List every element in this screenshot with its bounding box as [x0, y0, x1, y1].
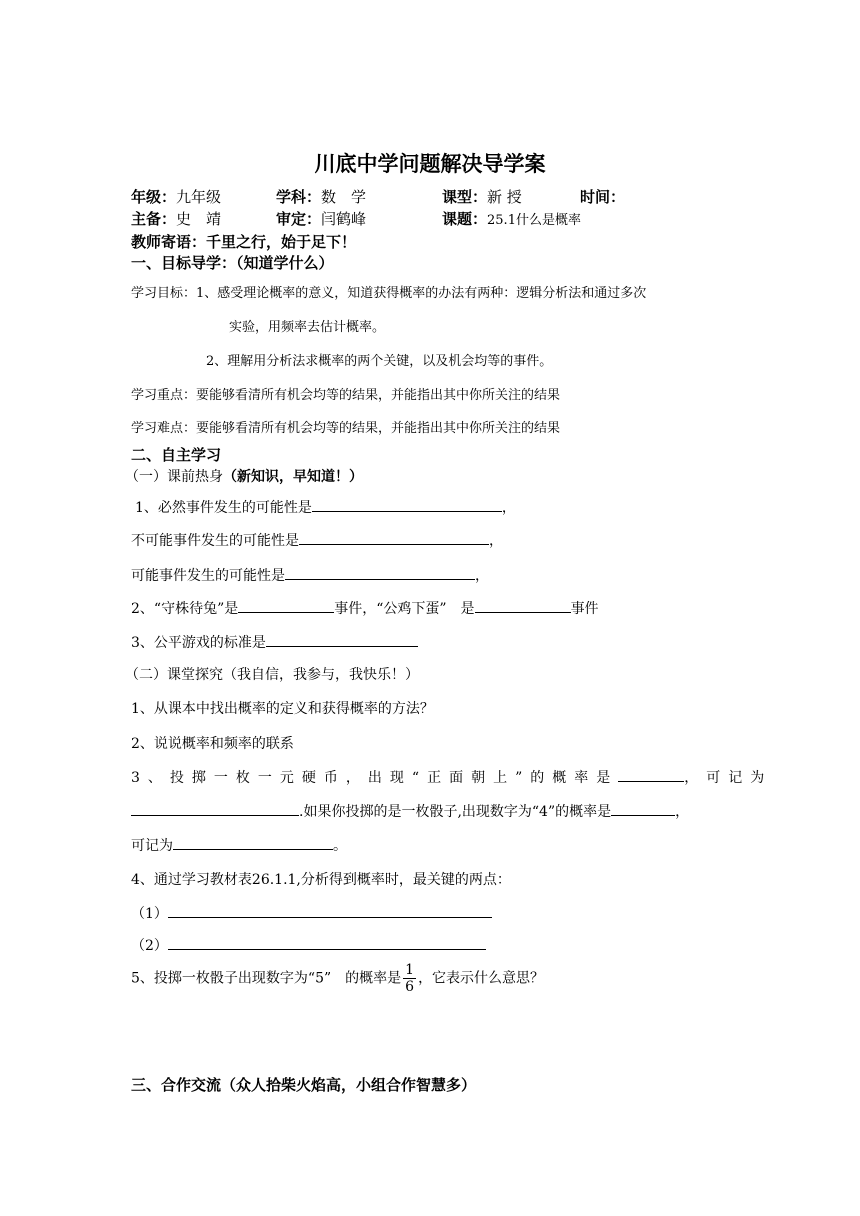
question-text: 2、“守株待兔”是: [131, 601, 239, 617]
explore-1: 1、从课本中找出概率的定义和获得概率的方法？: [131, 701, 434, 717]
answer-blank[interactable]: [312, 497, 502, 512]
question-text: ，它表示什么意思？: [418, 970, 545, 987]
answer-blank[interactable]: [173, 835, 333, 850]
question-text: 3、投掷一枚一元硬币，出现“正面朝上”的概率是: [131, 770, 619, 786]
explore-4: 4、通过学习教材表26.1.1,分析得到概率时，最关键的两点：: [131, 872, 511, 888]
warmup-subtitle: （新知识，早知道！）: [223, 469, 363, 485]
author-field: [131, 208, 221, 229]
punctuation: ，: [489, 533, 503, 549]
question-text: 可能事件发生的可能性是: [131, 568, 285, 584]
answer-blank[interactable]: [285, 565, 475, 580]
answer-blank[interactable]: [168, 935, 486, 950]
grade-field: [131, 186, 221, 207]
grade-value: 九年级: [176, 188, 222, 206]
subsection-warmup: [125, 466, 363, 486]
item-number: （1）: [131, 906, 168, 922]
question-text: 事件: [570, 601, 599, 617]
question-1-3: [131, 565, 489, 585]
subject-label: 学科：: [276, 188, 322, 206]
question-1-1: [135, 497, 516, 517]
answer-blank[interactable]: [618, 767, 684, 782]
question-2: [131, 598, 599, 618]
explore-4-item-1: [131, 903, 492, 923]
punctuation: ，: [675, 804, 690, 820]
warmup-title: （一）课前热身: [125, 469, 223, 485]
reviewer-label: 审定：: [276, 210, 322, 228]
question-text: 不可能事件发生的可能性是: [131, 533, 299, 549]
answer-blank[interactable]: [238, 598, 334, 613]
section-2-heading: 二、自主学习: [131, 446, 222, 464]
answer-blank[interactable]: [266, 632, 418, 647]
subject-field: [276, 186, 366, 207]
item-number: （2）: [131, 938, 168, 954]
page-title: 川底中学问题解决导学案: [314, 152, 546, 176]
fraction: [403, 962, 416, 995]
time-field: [580, 186, 625, 207]
subsection-explore: （二）课堂探究（我自信，我参与，我快乐！）: [125, 667, 419, 683]
topic-label: 课题：: [442, 210, 488, 228]
punctuation: ，: [501, 500, 516, 516]
explore-3-line-1: [131, 767, 772, 787]
question-text: 事件，“公鸡下蛋” 是: [334, 601, 475, 617]
grade-label: 年级：: [131, 188, 177, 206]
type-field: [442, 186, 522, 207]
key-point: 学习重点：要能够看清所有机会均等的结果，并能指出其中你所关注的结果: [131, 388, 561, 403]
explore-5: [131, 962, 544, 995]
punctuation: 。: [333, 838, 347, 854]
fraction-denominator: 6: [405, 979, 415, 995]
punctuation: ，: [475, 568, 489, 584]
subject-value: 数 学: [321, 188, 367, 206]
section-1-heading: 一、目标导学：（知道学什么）: [131, 254, 334, 272]
explore-3-line-2: [131, 801, 689, 821]
question-text: ，可记为: [684, 770, 773, 786]
explore-4-item-2: [131, 935, 486, 955]
section-3-heading: 三、合作交流（众人拾柴火焰高，小组合作智慧多）: [131, 1076, 477, 1094]
topic-value: 25.1什么是概率: [487, 213, 581, 228]
topic-field: [442, 208, 581, 229]
question-text: .如果你投掷的是一枚骰子,出现数字为“4”的概率是: [299, 804, 612, 820]
answer-blank[interactable]: [168, 903, 492, 918]
explore-2: 2、说说概率和频率的联系: [131, 736, 294, 752]
answer-blank[interactable]: [475, 598, 571, 613]
author-value: 史 靖: [176, 210, 222, 228]
author-label: 主备：: [131, 210, 177, 228]
answer-blank[interactable]: [611, 801, 675, 816]
type-label: 课型：: [442, 188, 488, 206]
question-1-2: [131, 530, 503, 550]
type-value: 新 授: [487, 188, 522, 206]
answer-blank[interactable]: [131, 801, 299, 816]
difficulty-point: 学习难点：要能够看清所有机会均等的结果，并能指出其中你所关注的结果: [131, 421, 561, 436]
answer-blank[interactable]: [299, 530, 489, 545]
question-3: [131, 632, 418, 652]
reviewer-value: 闫鹤峰: [321, 210, 367, 228]
explore-3-line-3: [131, 835, 347, 855]
learning-goal-2: 2、理解用分析法求概率的两个关键，以及机会均等的事件。: [206, 354, 553, 369]
question-text: 5、投掷一枚骰子出现数字为“5” 的概率是: [131, 970, 402, 987]
learning-goal-1b: 实验，用频率去估计概率。: [229, 320, 386, 335]
teacher-motto: 教师寄语：千里之行，始于足下！: [131, 233, 357, 251]
reviewer-field: [276, 208, 366, 229]
question-text: 可记为: [131, 838, 173, 854]
learning-goal-1a: 学习目标：1、感受理论概率的意义，知道获得概率的办法有两种：逻辑分析法和通过多次: [131, 286, 647, 301]
question-text: 3、公平游戏的标准是: [131, 635, 266, 651]
time-label: 时间：: [580, 188, 626, 206]
fraction-numerator: 1: [405, 962, 415, 978]
question-text: 1、必然事件发生的可能性是: [135, 500, 312, 516]
